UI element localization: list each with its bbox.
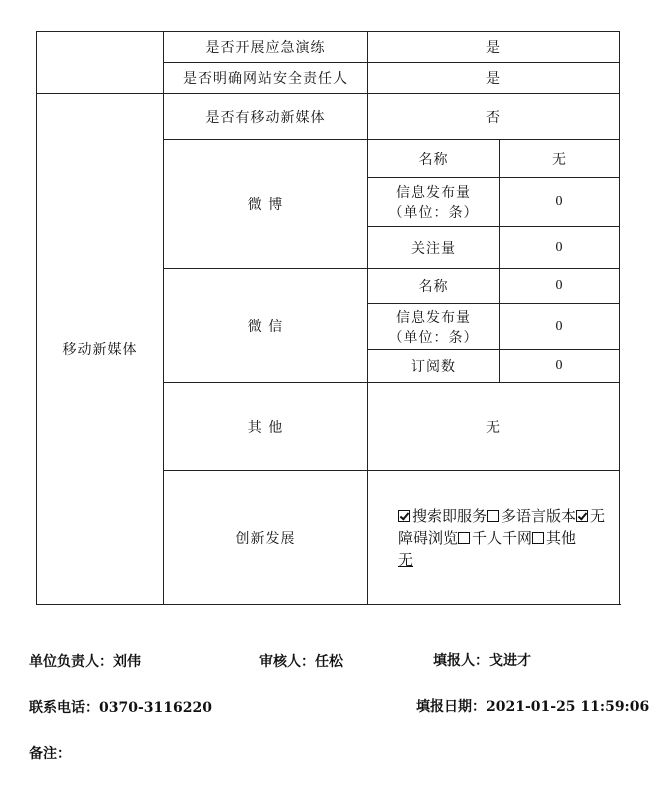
checkbox-icon[interactable] xyxy=(458,532,470,544)
media-section-label: 移动新媒体 xyxy=(37,94,164,605)
reviewer: 审核人：任松 xyxy=(259,654,343,670)
other-value: 无 xyxy=(368,383,620,471)
checkbox-icon[interactable] xyxy=(576,510,588,522)
wechat-posts-label-line1: 信息发布量 xyxy=(396,309,471,326)
wechat-name-value: 0 xyxy=(500,269,620,304)
wechat-sub-label: 订阅数 xyxy=(368,350,500,383)
innovation-option-label: 无障碍浏览 xyxy=(398,506,606,547)
wechat-label: 微 信 xyxy=(164,269,368,383)
innovation-option-list xyxy=(398,507,605,547)
filler: 填报人：戈进才 xyxy=(433,653,531,669)
contact-phone: 联系电话：0370-3116220 xyxy=(29,700,212,716)
weibo-posts-value: 0 xyxy=(500,178,620,227)
weibo-posts-label xyxy=(368,178,500,227)
checkbox-icon[interactable] xyxy=(532,532,544,544)
innovation-other-text: 无 xyxy=(398,550,414,569)
checkbox-icon[interactable] xyxy=(487,510,499,522)
weibo-name-label: 名称 xyxy=(368,140,500,178)
innovation-options xyxy=(368,471,620,605)
innovation-label: 创新发展 xyxy=(164,471,368,605)
report-table xyxy=(36,31,620,605)
innovation-option-label: 多语言版本 xyxy=(501,506,577,525)
wechat-name-label: 名称 xyxy=(368,269,500,304)
weibo-follow-value: 0 xyxy=(500,227,620,269)
weibo-follow-label: 关注量 xyxy=(368,227,500,269)
innovation-option-label: 其他 xyxy=(546,528,577,547)
responsible-value: 是 xyxy=(368,63,620,94)
blank-cell xyxy=(37,32,164,94)
fill-date: 填报日期：2021-01-25 11:59:06 xyxy=(416,699,650,715)
weibo-posts-label-line2: （单位：条） xyxy=(388,205,479,221)
wechat-posts-value: 0 xyxy=(500,304,620,350)
unit-head: 单位负责人：刘伟 xyxy=(29,654,141,670)
drill-value: 是 xyxy=(368,32,620,63)
innovation-option-label: 千人千网 xyxy=(472,528,533,547)
weibo-posts-label-line1: 信息发布量 xyxy=(396,185,471,201)
weibo-label: 微 博 xyxy=(164,140,368,269)
checkbox-icon[interactable] xyxy=(398,510,410,522)
has-media-value: 否 xyxy=(368,94,620,140)
drill-label: 是否开展应急演练 xyxy=(164,32,368,63)
wechat-sub-value: 0 xyxy=(500,350,620,383)
wechat-posts-label xyxy=(368,304,500,350)
innovation-option-label: 搜索即服务 xyxy=(412,506,488,525)
has-media-label: 是否有移动新媒体 xyxy=(164,94,368,140)
other-label: 其 他 xyxy=(164,383,368,471)
weibo-name-value: 无 xyxy=(500,140,620,178)
responsible-label: 是否明确网站安全责任人 xyxy=(164,63,368,94)
remarks: 备注： xyxy=(29,746,71,762)
wechat-posts-label-line2: （单位：条） xyxy=(388,329,479,346)
